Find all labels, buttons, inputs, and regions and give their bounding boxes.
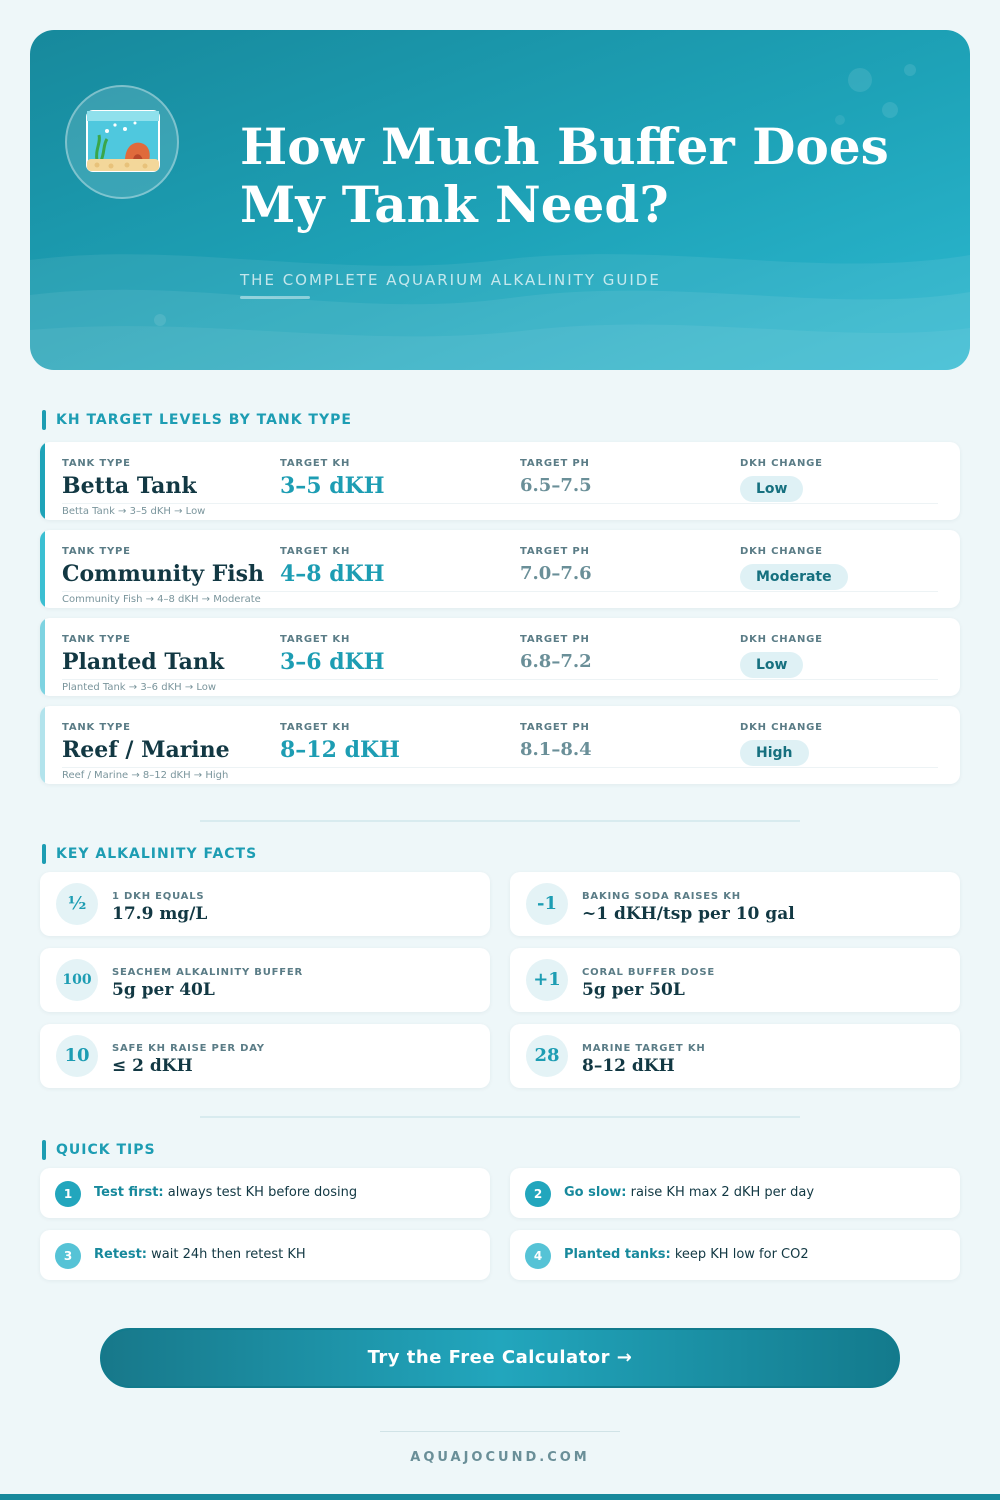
section-separator — [200, 1116, 800, 1118]
dkh-change-label: DKH CHANGE — [740, 634, 823, 645]
fact-value: 5g per 50L — [582, 980, 685, 1000]
target-ph-value: 7.0–7.6 — [520, 563, 592, 584]
tip-body: wait 24h then retest KH — [147, 1247, 306, 1262]
tip-body: always test KH before dosing — [163, 1185, 358, 1200]
dkh-change-badge: Low — [740, 652, 803, 678]
footer-divider — [380, 1431, 620, 1432]
tip-title: Test first: — [94, 1185, 164, 1200]
tip-text — [94, 1247, 306, 1262]
tip-card — [510, 1230, 960, 1280]
section-separator — [200, 820, 800, 822]
tank-type-label: TANK TYPE — [62, 634, 131, 645]
aquarium-tank-icon — [65, 85, 179, 199]
hero-banner — [30, 30, 970, 370]
target-ph-value: 6.8–7.2 — [520, 651, 592, 672]
fact-label: SEACHEM ALKALINITY BUFFER — [112, 967, 304, 978]
target-kh-value: 4–8 dKH — [280, 561, 385, 587]
target-ph-value: 8.1–8.4 — [520, 739, 592, 760]
dkh-change-badge: Moderate — [740, 564, 848, 590]
target-ph-label: TARGET PH — [520, 458, 590, 469]
fact-card — [510, 948, 960, 1012]
target-kh-label: TARGET KH — [280, 546, 351, 557]
row-footnote: Community Fish → 4–8 dKH → Moderate — [62, 594, 261, 605]
dkh-change-badge: Low — [740, 476, 803, 502]
dkh-change-badge: High — [740, 740, 809, 766]
target-kh-value: 3–5 dKH — [280, 473, 385, 499]
target-kh-value: 8–12 dKH — [280, 737, 400, 763]
row-divider — [62, 679, 938, 680]
free-calculator-button[interactable]: Try the Free Calculator → — [100, 1328, 900, 1388]
tank-type-list — [40, 442, 960, 794]
page-title-line-1: How Much Buffer Does — [240, 117, 889, 176]
target-kh-label: TARGET KH — [280, 722, 351, 733]
target-kh-label: TARGET KH — [280, 458, 351, 469]
target-kh-label: TARGET KH — [280, 634, 351, 645]
tip-body: raise KH max 2 dKH per day — [626, 1185, 815, 1200]
tip-card — [40, 1230, 490, 1280]
tank-type-name: Betta Tank — [62, 473, 197, 499]
page-title-line-2: My Tank Need? — [240, 175, 669, 234]
row-footnote: Planted Tank → 3–6 dKH → Low — [62, 682, 217, 693]
fact-card — [40, 948, 490, 1012]
bottom-bar — [0, 1494, 1000, 1500]
row-divider — [62, 503, 938, 504]
fact-badge: -1 — [526, 883, 568, 925]
row-footnote: Betta Tank → 3–5 dKH → Low — [62, 506, 206, 517]
site-name: AQUAJOCUND.COM — [410, 1450, 590, 1465]
tip-text — [94, 1185, 357, 1200]
row-footnote: Reef / Marine → 8–12 dKH → High — [62, 770, 229, 781]
fact-value: 8–12 dKH — [582, 1056, 675, 1076]
fact-badge: 10 — [56, 1035, 98, 1077]
fact-badge: 100 — [56, 959, 98, 1001]
fact-label: MARINE TARGET KH — [582, 1043, 706, 1054]
dkh-change-label: DKH CHANGE — [740, 458, 823, 469]
tip-text — [564, 1185, 814, 1200]
tips-section-heading: QUICK TIPS — [42, 1140, 156, 1160]
dkh-change-label: DKH CHANGE — [740, 722, 823, 733]
row-accent — [40, 442, 45, 520]
fact-badge: 28 — [526, 1035, 568, 1077]
tank-row-reef — [40, 706, 960, 784]
tip-body: keep KH low for CO2 — [670, 1247, 809, 1262]
fact-value: 17.9 mg/L — [112, 904, 208, 924]
tank-type-label: TANK TYPE — [62, 458, 131, 469]
target-ph-label: TARGET PH — [520, 634, 590, 645]
tip-title: Planted tanks: — [564, 1247, 671, 1262]
fact-value: ≤ 2 dKH — [112, 1056, 193, 1076]
target-ph-label: TARGET PH — [520, 722, 590, 733]
tip-title: Retest: — [94, 1247, 148, 1262]
tank-type-name: Reef / Marine — [62, 737, 230, 763]
fact-label: SAFE KH RAISE PER DAY — [112, 1043, 265, 1054]
fact-value: ~1 dKH/tsp per 10 gal — [582, 904, 795, 924]
fact-card — [510, 1024, 960, 1088]
kh-section-heading: KH TARGET LEVELS BY TANK TYPE — [42, 410, 352, 430]
tank-row-betta — [40, 442, 960, 520]
tip-number: 1 — [55, 1181, 81, 1207]
fact-value: 5g per 40L — [112, 980, 215, 1000]
tip-card — [510, 1168, 960, 1218]
row-accent — [40, 706, 45, 784]
fact-badge: +1 — [526, 959, 568, 1001]
subtitle-underline — [240, 296, 310, 299]
tip-text — [564, 1247, 809, 1262]
fact-card — [40, 872, 490, 936]
fact-card — [40, 1024, 490, 1088]
row-divider — [62, 591, 938, 592]
page-subtitle: THE COMPLETE AQUARIUM ALKALINITY GUIDE — [240, 271, 661, 289]
fact-label: 1 DKH EQUALS — [112, 891, 205, 902]
fact-label: BAKING SODA RAISES KH — [582, 891, 741, 902]
tank-row-community — [40, 530, 960, 608]
tank-type-label: TANK TYPE — [62, 546, 131, 557]
tip-card — [40, 1168, 490, 1218]
row-accent — [40, 618, 45, 696]
fact-card — [510, 872, 960, 936]
page-title — [240, 118, 920, 234]
tip-number: 3 — [55, 1243, 81, 1269]
target-ph-label: TARGET PH — [520, 546, 590, 557]
dkh-change-label: DKH CHANGE — [740, 546, 823, 557]
tank-type-name: Community Fish — [62, 561, 265, 587]
tip-number: 4 — [525, 1243, 551, 1269]
tank-type-name: Planted Tank — [62, 649, 225, 675]
fact-badge: ½ — [56, 883, 98, 925]
tank-row-planted — [40, 618, 960, 696]
tank-type-label: TANK TYPE — [62, 722, 131, 733]
tip-number: 2 — [525, 1181, 551, 1207]
facts-section-heading: KEY ALKALINITY FACTS — [42, 844, 257, 864]
target-ph-value: 6.5–7.5 — [520, 475, 592, 496]
row-divider — [62, 767, 938, 768]
fact-label: CORAL BUFFER DOSE — [582, 967, 715, 978]
tip-title: Go slow: — [564, 1185, 627, 1200]
row-accent — [40, 530, 45, 608]
target-kh-value: 3–6 dKH — [280, 649, 385, 675]
